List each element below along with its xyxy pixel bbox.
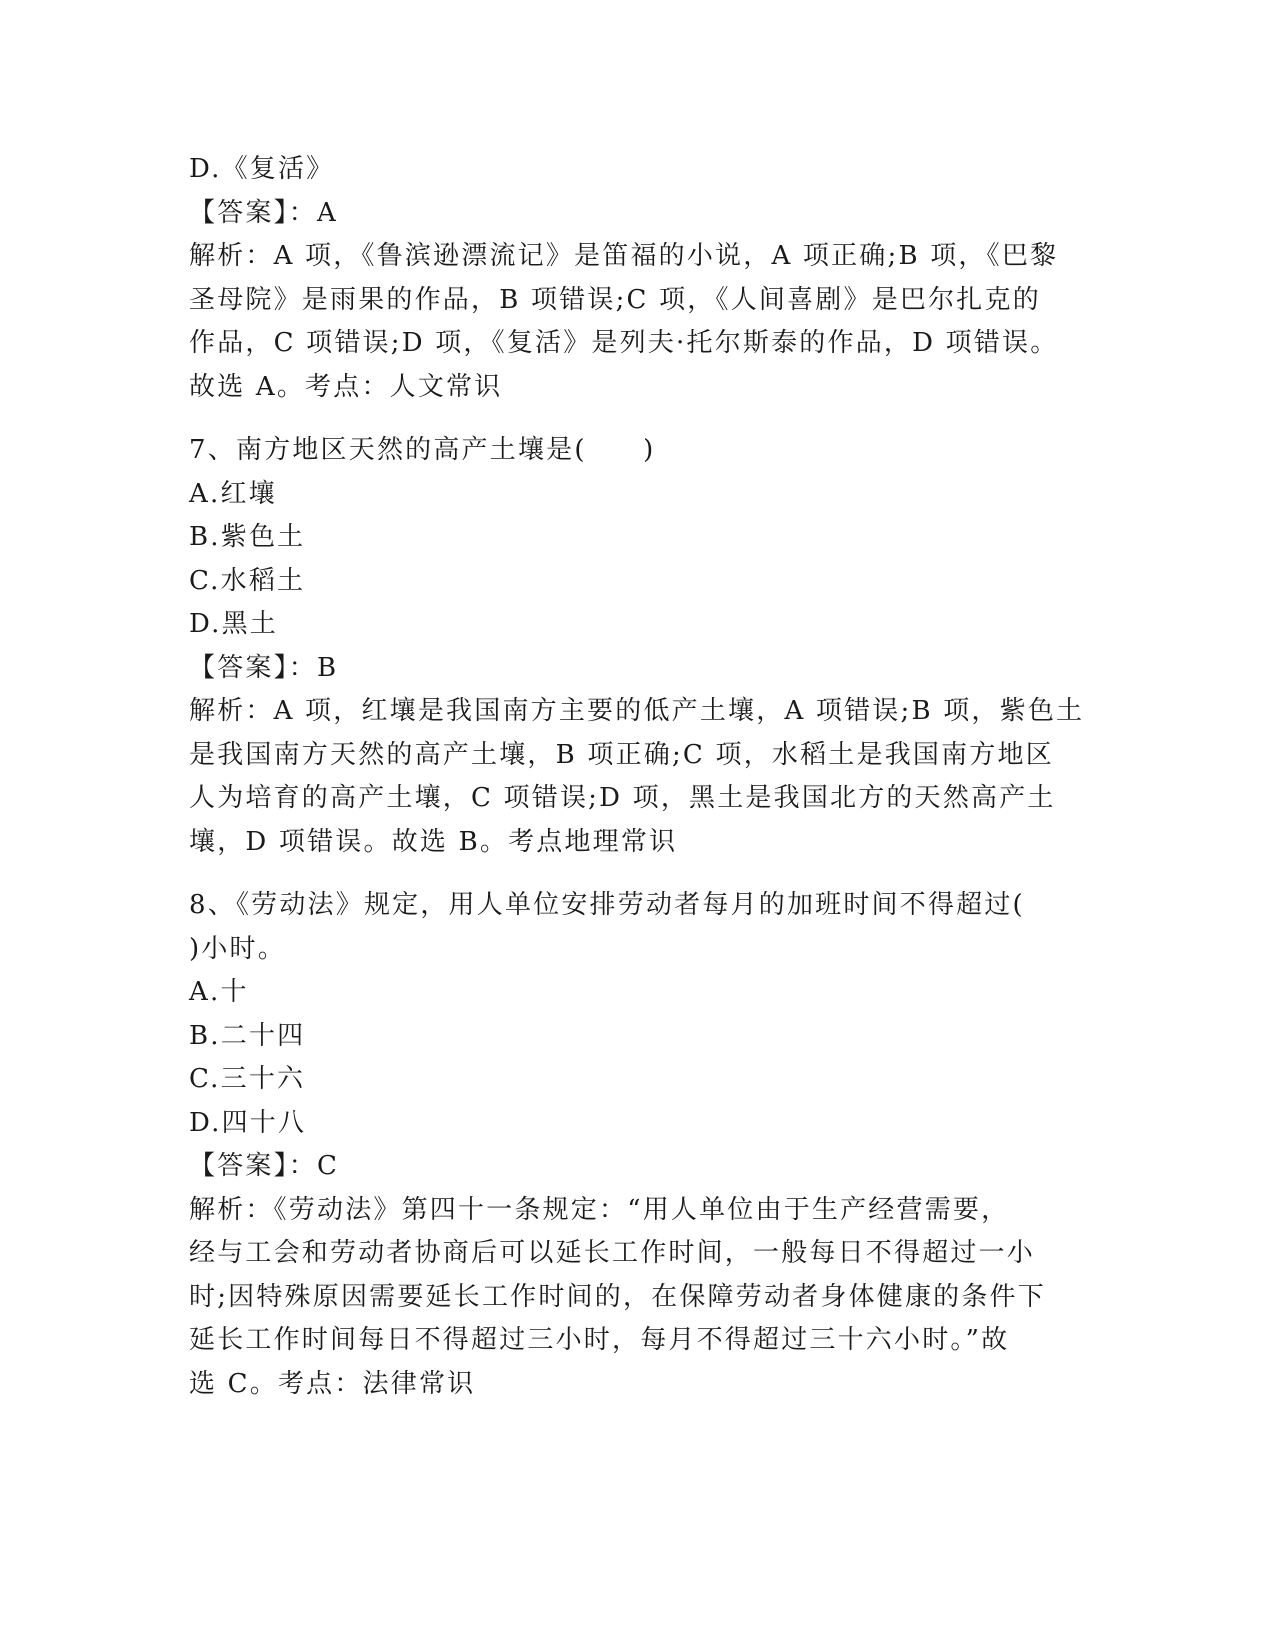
q7-answer: 【答案】：B <box>189 652 339 683</box>
q6-analysis-line: 作品，C 项错误;D 项，《复活》是列夫·托尔斯泰的作品，D 项错误。 <box>189 328 1059 358</box>
q7-option-d: D.黑土 <box>189 609 278 639</box>
q8-question-line: )小时。 <box>189 933 286 964</box>
q7-analysis-line: 壤，D 项错误。故选 B。考点地理常识 <box>189 826 678 857</box>
q6-analysis-line: 圣母院》是雨果的作品，B 项错误;C 项，《人间喜剧》是巴尔扎克的 <box>189 284 1041 315</box>
q7-option-c: C.水稻土 <box>189 565 306 596</box>
q8-question-line: 8、《劳动法》规定，用人单位安排劳动者每月的加班时间不得超过( <box>189 890 1025 920</box>
q8-option-b: B.二十四 <box>189 1020 306 1051</box>
q8-analysis-line: 选 C。考点：法律常识 <box>189 1368 476 1399</box>
q7-option-b: B.紫色土 <box>189 522 306 552</box>
q8-option-d: D.四十八 <box>189 1107 307 1138</box>
q6-option-d: D.《复活》 <box>189 154 335 184</box>
q8-analysis-line: 经与工会和劳动者协商后可以延长工作时间，一般每日不得超过一小 <box>189 1238 1036 1268</box>
q7-analysis-line: 人为培育的高产土壤，C 项错误;D 项，黑土是我国北方的天然高产土 <box>189 783 1056 813</box>
q6-answer: 【答案】：A <box>189 197 338 228</box>
q8-option-a: A.十 <box>189 977 249 1007</box>
q8-option-c: C.三十六 <box>189 1064 306 1094</box>
q7-analysis-line: 解析：A 项，红壤是我国南方主要的低产土壤，A 项错误;B 项，紫色土 <box>189 696 1085 726</box>
document-page <box>189 148 1094 1406</box>
q8-answer: 【答案】：C <box>189 1151 340 1181</box>
q7-option-a: A.红壤 <box>189 478 277 509</box>
q8-analysis-line: 时;因特殊原因需要延长工作时间的，在保障劳动者身体健康的条件下 <box>189 1281 1046 1312</box>
q7-analysis-line: 是我国南方天然的高产土壤，B 项正确;C 项，水稻土是我国南方地区 <box>189 739 1054 770</box>
q6-analysis-line: 解析：A 项，《鲁滨逊漂流记》是笛福的小说，A 项正确;B 项，《巴黎 <box>189 241 1059 271</box>
q6-analysis-line: 故选 A。考点：人文常识 <box>189 371 503 402</box>
q7-question: 7、南方地区天然的高产土壤是( ) <box>189 435 656 465</box>
q8-analysis-line: 延长工作时间每日不得超过三小时，每月不得超过三十六小时。”故 <box>189 1325 1010 1355</box>
q8-analysis-line: 解析：《劳动法》第四十一条规定：“用人单位由于生产经营需要， <box>189 1194 1010 1225</box>
